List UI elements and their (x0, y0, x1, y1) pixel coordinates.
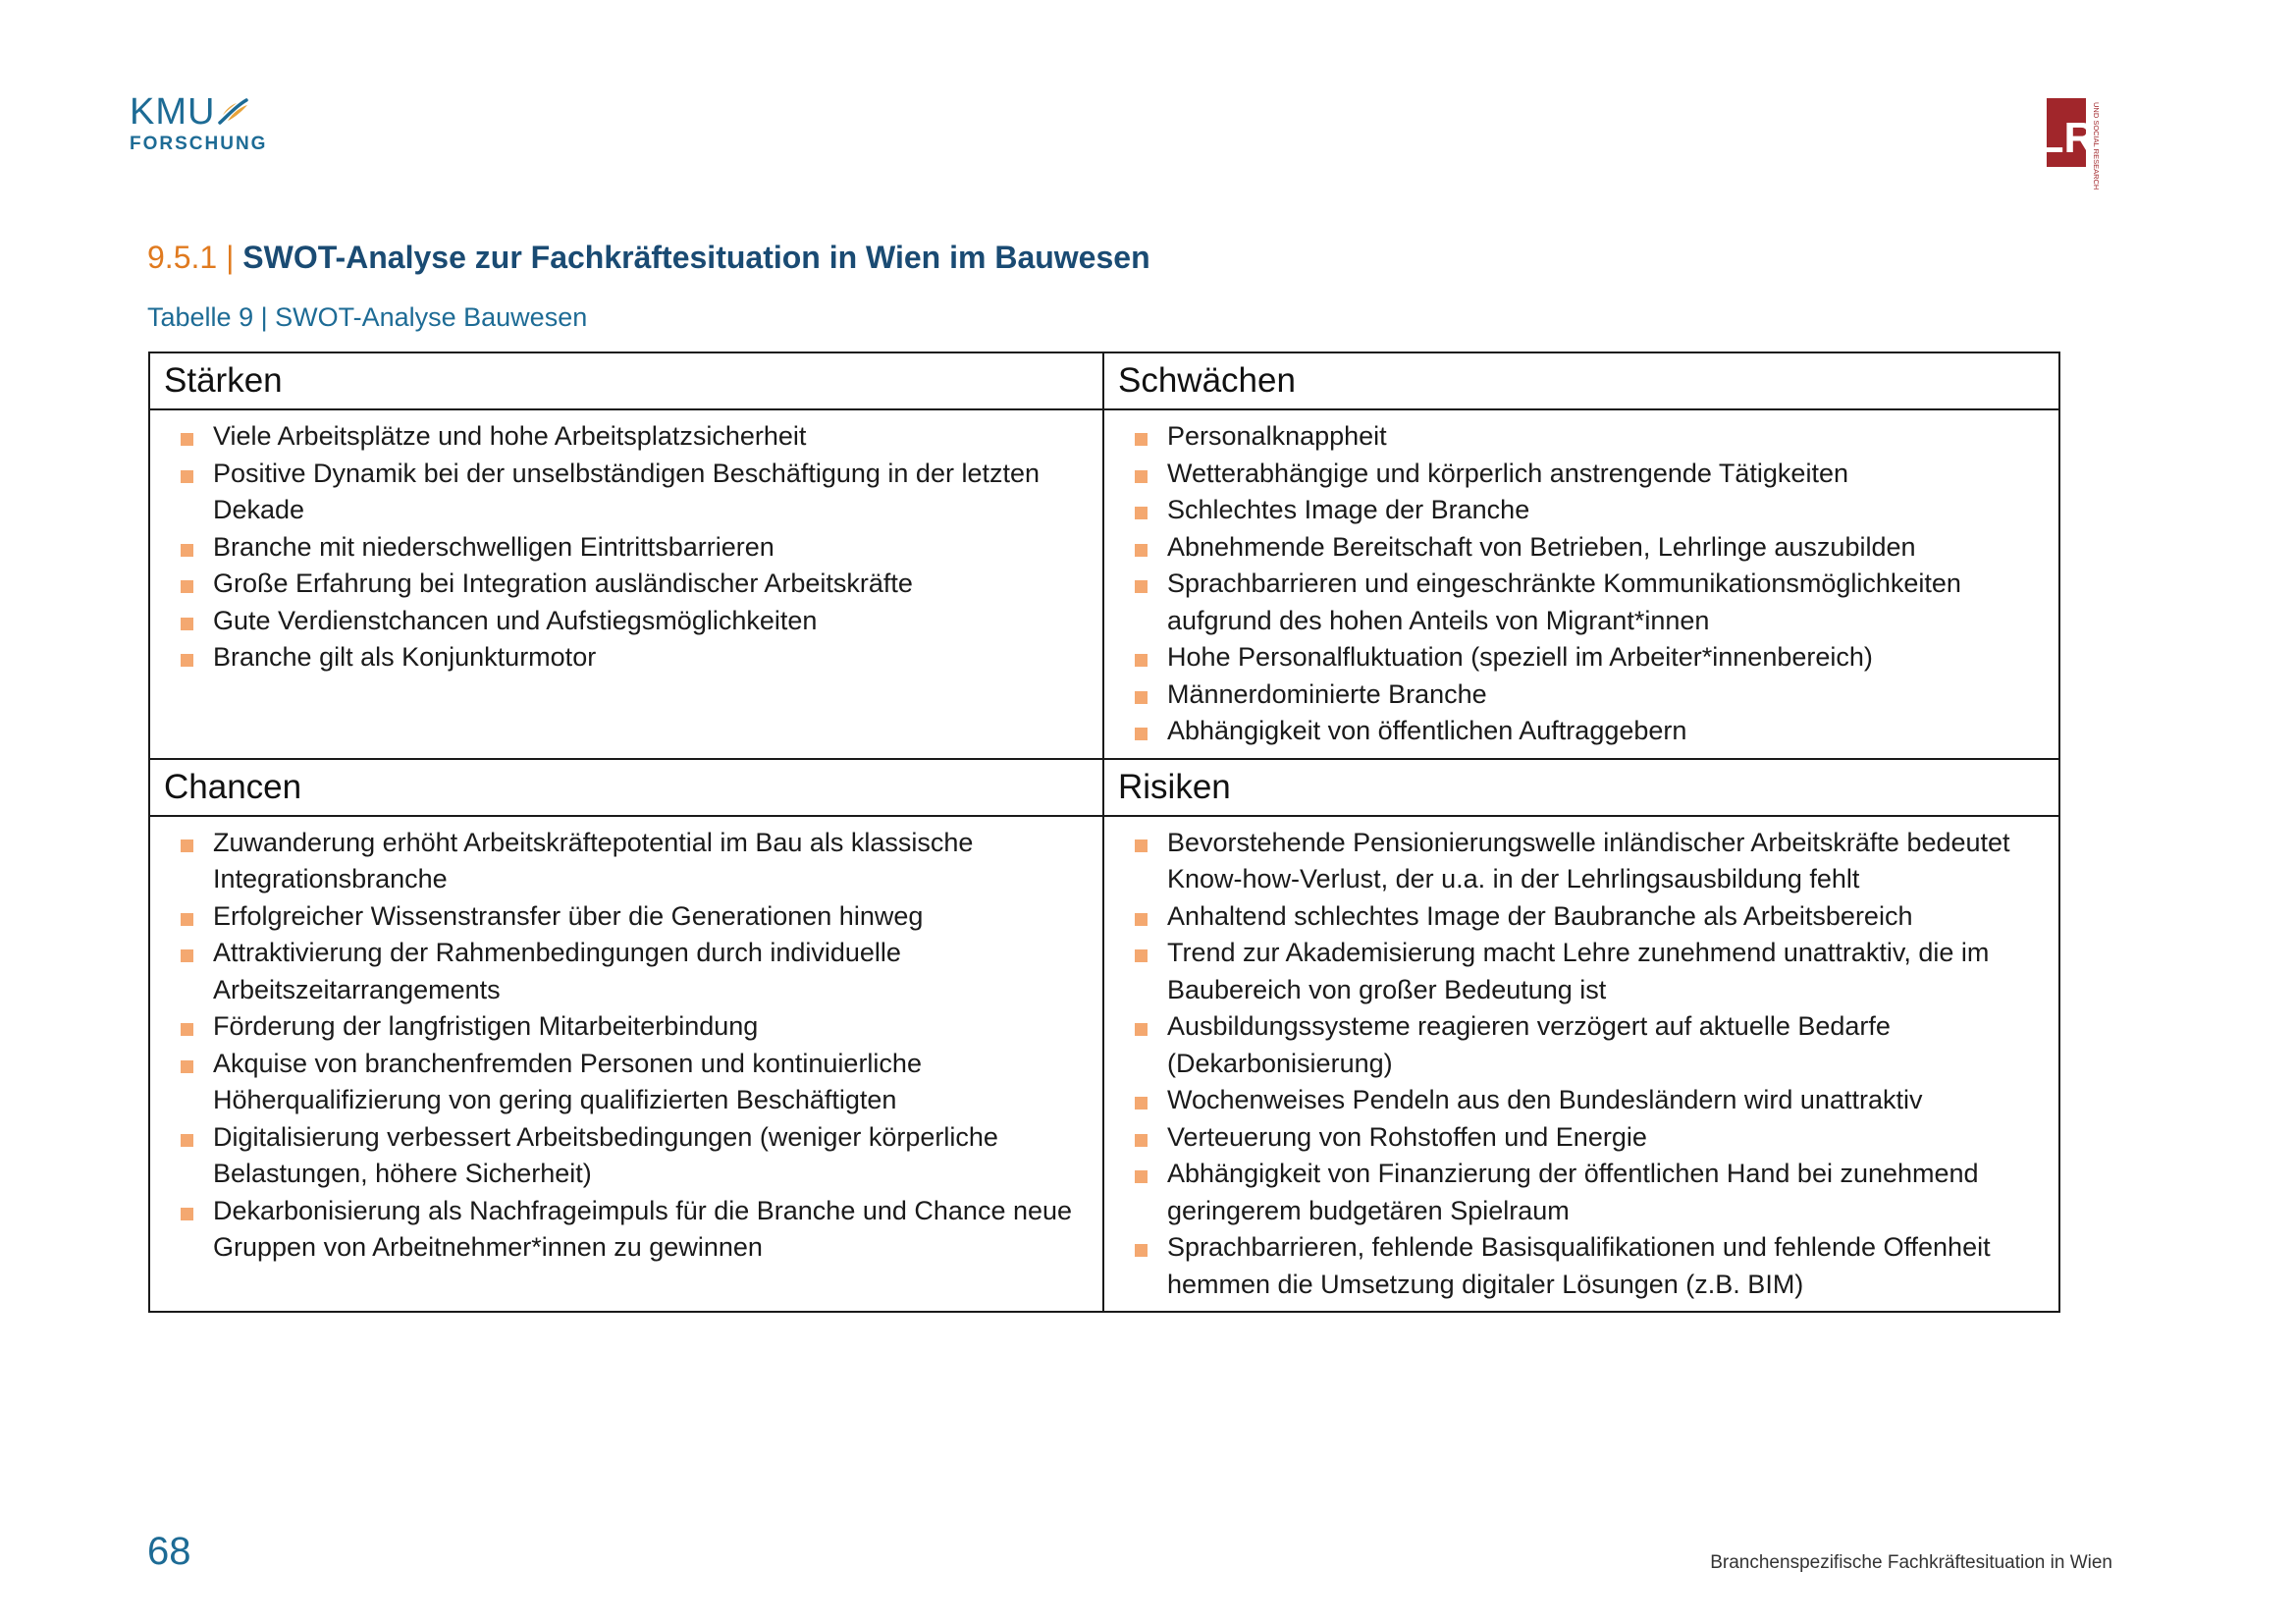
square-bullet-icon (181, 839, 193, 852)
chancen-heading: Chancen (149, 759, 1103, 816)
square-bullet-icon (1135, 1170, 1148, 1183)
square-bullet-icon (1135, 913, 1148, 926)
list-item-text: Sprachbarrieren und eingeschränkte Kommunikationsmöglichkeiten aufgrund des hohen Anteils von Migrant*innen (1167, 568, 1961, 635)
list-item-text: Abhängigkeit von öffentlichen Auftraggebern (1167, 716, 1687, 745)
page-number: 68 (147, 1530, 191, 1573)
list-item (1118, 566, 2045, 639)
square-bullet-icon (1135, 1244, 1148, 1257)
chancen-cell (149, 816, 1103, 1313)
swot-table (148, 352, 2060, 1313)
list-item-text: Gute Verdienstchancen und Aufstiegsmöglichkeiten (213, 605, 818, 635)
list-item (164, 456, 1089, 529)
square-bullet-icon (181, 433, 193, 446)
list-item-text: Erfolgreicher Wissenstransfer über die Generationen hinweg (213, 900, 924, 931)
list-item-text: Abnehmende Bereitschaft von Betrieben, Lehrlinge auszubilden (1167, 531, 1916, 562)
schwaechen-list (1118, 418, 2045, 750)
list-item (164, 1119, 1089, 1193)
list-item (1118, 529, 2045, 567)
square-bullet-icon (181, 618, 193, 630)
section-title: SWOT-Analyse zur Fachkräftesituation in Wien im Bauwesen (242, 240, 1150, 275)
list-item (1118, 1119, 2045, 1157)
square-bullet-icon (1135, 1023, 1148, 1036)
logo-forschung-text: FORSCHUNG (130, 134, 268, 154)
schwaechen-cell (1103, 409, 2059, 759)
list-item-text: Positive Dynamik bei der unselbständigen Beschäftigung in der letzten Dekade (213, 458, 1040, 524)
list-item-text: Schlechtes Image der Branche (1167, 495, 1530, 524)
square-bullet-icon (1135, 470, 1148, 483)
list-item-text: Verteuerung von Rohstoffen und Energie (1167, 1121, 1647, 1152)
list-item-text: Wochenweises Pendeln aus den Bundesländern wird unattraktiv (1167, 1085, 1923, 1114)
list-item-text: Zuwanderung erhöht Arbeitskräftepotential im Bau als klassische Integrationsbranche (213, 827, 974, 893)
leaf-icon (217, 97, 250, 127)
square-bullet-icon (181, 544, 193, 557)
square-bullet-icon (1135, 580, 1148, 593)
list-item (1118, 713, 2045, 750)
square-bullet-icon (181, 580, 193, 593)
list-item-text: Hohe Personalfluktuation (speziell im Arbeiter*innenbereich) (1167, 642, 1873, 672)
list-item (164, 1008, 1089, 1046)
list-item-text: Große Erfahrung bei Integration ausländischer Arbeitskräfte (213, 568, 913, 598)
list-item (1118, 935, 2045, 1008)
square-bullet-icon (181, 913, 193, 926)
square-bullet-icon (1135, 839, 1148, 852)
list-item-text: Männerdominierte Branche (1167, 678, 1487, 709)
lr-social-research-logo (2037, 98, 2106, 190)
square-bullet-icon (1135, 544, 1148, 557)
risiken-cell (1103, 816, 2059, 1313)
square-bullet-icon (1135, 433, 1148, 446)
staerken-list (164, 418, 1089, 677)
list-item (1118, 1156, 2045, 1229)
list-item (1118, 639, 2045, 677)
list-item-text: Viele Arbeitsplätze und hohe Arbeitsplatzsicherheit (213, 421, 807, 451)
list-item (1118, 456, 2045, 493)
list-item (164, 529, 1089, 567)
list-item (164, 566, 1089, 603)
risiken-heading: Risiken (1103, 759, 2059, 816)
list-item-text: Trend zur Akademisierung macht Lehre zunehmend unattraktiv, die im Baubereich von großer Bedeutung ist (1167, 938, 1990, 1004)
logo-kmu-text: KMU (130, 91, 216, 133)
square-bullet-icon (181, 654, 193, 667)
list-item-text: Attraktivierung der Rahmenbedingungen durch individuelle Arbeitszeitarrangements (213, 938, 901, 1004)
table-caption: Tabelle 9 | SWOT-Analyse Bauwesen (147, 302, 588, 332)
list-item (164, 898, 1089, 936)
list-item (164, 639, 1089, 677)
list-item (1118, 1082, 2045, 1119)
list-item-text: Branche mit niederschwelligen Eintrittsbarrieren (213, 531, 774, 562)
square-bullet-icon (181, 1208, 193, 1220)
square-bullet-icon (1135, 949, 1148, 962)
list-item-text: Branche gilt als Konjunkturmotor (213, 642, 597, 672)
list-item (164, 1046, 1089, 1119)
list-item-text: Bevorstehende Pensionierungswelle inländischer Arbeitskräfte bedeutet Know-how-Verlust, der u.a. in der Lehrlingsausbildung fehlt (1167, 827, 2010, 893)
square-bullet-icon (181, 1023, 193, 1036)
logo-lr-small-text: UND SOCIAL RESEARCH (2092, 102, 2101, 190)
list-item (1118, 825, 2045, 898)
list-item (164, 1193, 1089, 1267)
list-item-text: Akquise von branchenfremden Personen und kontinuierliche Höherqualifizierung von gering qualifizierten Beschäftigten (213, 1048, 922, 1114)
list-item (1118, 1008, 2045, 1082)
square-bullet-icon (181, 1134, 193, 1147)
square-bullet-icon (1135, 691, 1148, 704)
section-number: 9.5.1 | (147, 240, 235, 275)
kmu-forschung-logo (130, 92, 267, 155)
square-bullet-icon (1135, 654, 1148, 667)
list-item-text: Abhängigkeit von Finanzierung der öffentlichen Hand bei zunehmend geringerem budgetären Spielraum (1167, 1159, 1979, 1225)
staerken-heading: Stärken (149, 352, 1103, 409)
list-item (1118, 418, 2045, 456)
list-item-text: Dekarbonisierung als Nachfrageimpuls für die Branche und Chance neue Gruppen von Arbeitnehmer*innen zu gewinnen (213, 1195, 1073, 1262)
list-item (1118, 898, 2045, 936)
list-item (164, 418, 1089, 456)
list-item (164, 935, 1089, 1008)
list-item (164, 825, 1089, 898)
section-heading (147, 238, 1150, 277)
list-item-text: Personalknappheit (1167, 421, 1387, 451)
risiken-list (1118, 825, 2045, 1304)
list-item (1118, 1229, 2045, 1303)
list-item (164, 603, 1089, 640)
list-item-text: Förderung der langfristigen Mitarbeiterbindung (213, 1011, 759, 1041)
running-footer-title: Branchenspezifische Fachkräftesituation in Wien (1710, 1552, 2112, 1573)
staerken-cell (149, 409, 1103, 759)
square-bullet-icon (181, 1060, 193, 1073)
logo-lr-letters: LR (2037, 114, 2096, 162)
list-item-text: Wetterabhängige und körperlich anstrengende Tätigkeiten (1167, 458, 1848, 488)
square-bullet-icon (1135, 1097, 1148, 1110)
list-item-text: Anhaltend schlechtes Image der Baubranche als Arbeitsbereich (1167, 900, 1913, 931)
schwaechen-heading: Schwächen (1103, 352, 2059, 409)
square-bullet-icon (1135, 1134, 1148, 1147)
square-bullet-icon (181, 470, 193, 483)
square-bullet-icon (1135, 728, 1148, 740)
square-bullet-icon (1135, 507, 1148, 519)
list-item-text: Sprachbarrieren, fehlende Basisqualifikationen und fehlende Offenheit hemmen die Umsetzung digitaler Lösungen (z.B. BIM) (1167, 1232, 1991, 1299)
list-item-text: Ausbildungssysteme reagieren verzögert auf aktuelle Bedarfe (Dekarbonisierung) (1167, 1011, 1891, 1078)
chancen-list (164, 825, 1089, 1267)
list-item-text: Digitalisierung verbessert Arbeitsbedingungen (weniger körperliche Belastungen, höhere Sicherheit) (213, 1121, 998, 1188)
square-bullet-icon (181, 949, 193, 962)
list-item (1118, 492, 2045, 529)
list-item (1118, 677, 2045, 714)
